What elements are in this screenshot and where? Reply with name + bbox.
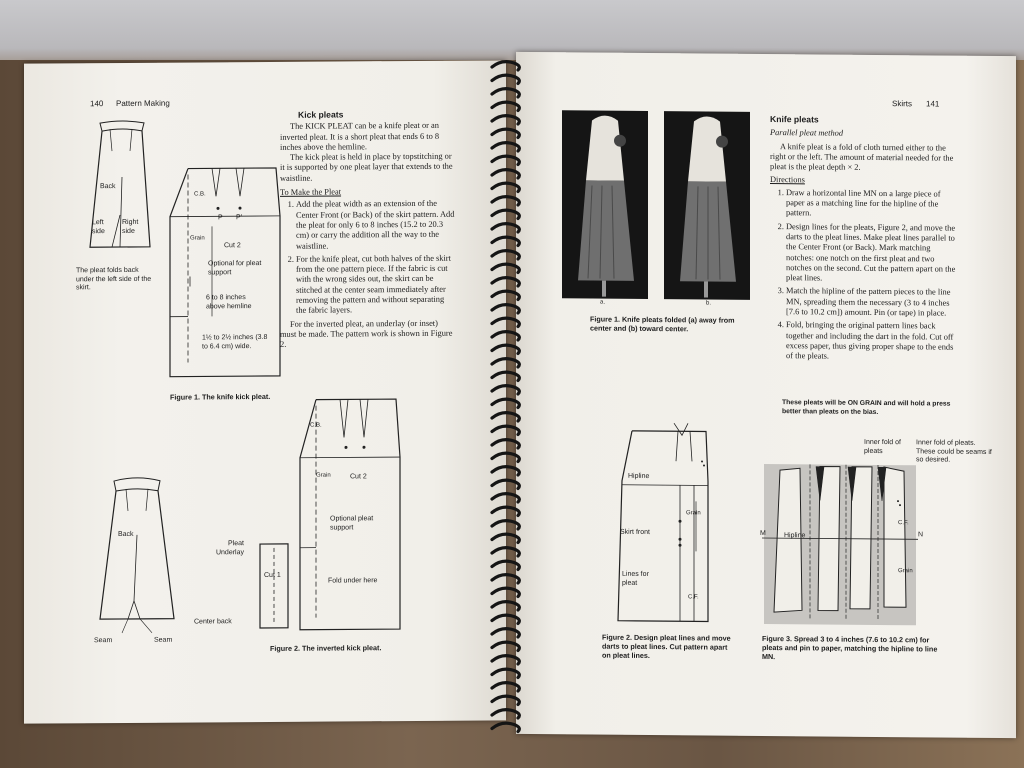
label-cf-3: C.F. — [898, 520, 909, 527]
spiral-coil — [492, 615, 519, 623]
spiral-coil — [492, 224, 519, 232]
label-p: P — [218, 214, 223, 222]
label-cb-2: C.B. — [310, 422, 322, 429]
subheading-directions: Directions — [770, 175, 805, 185]
para-intro-1: The KICK PLEAT can be a knife pleat or an inverted pleat. It is a short pleat that ends 6 to 8 inches above the hemline. — [280, 121, 440, 152]
spiral-coil — [492, 507, 519, 515]
spiral-coil — [492, 278, 519, 286]
spiral-coil — [492, 386, 519, 394]
label-grain-3: Grain — [898, 568, 913, 575]
spiral-coil — [492, 129, 519, 137]
skirt-front-pattern — [612, 421, 722, 632]
label-hipline: Hipline — [628, 472, 650, 480]
directions-list — [770, 188, 956, 363]
spiral-coil — [492, 210, 519, 218]
label-skirt-front: Skirt front — [620, 528, 650, 536]
direction-2: 2. Design lines for the pleats, Figure 2, and move the darts to the pleat lines. Make pleat lines parallel to the Center Front (or Back). Mark matching notches: one notch on the first pleat and two notches on the second. Cut the pattern apart on the pleat lines. — [786, 222, 956, 285]
photo-a — [562, 110, 648, 299]
spiral-coil — [492, 251, 519, 259]
spiral-coil — [492, 723, 519, 731]
para-inverted: For the inverted pleat, an underlay (or inset) must be made. The pattern work is shown in Figure 2. — [280, 318, 453, 350]
page-number: 140 — [90, 99, 104, 109]
label-inner-fold: Inner fold of pleats — [864, 438, 901, 455]
label-hemline: 6 to 8 inches above hemline — [206, 294, 252, 310]
spiral-coil — [492, 683, 519, 691]
spiral-coil — [492, 305, 519, 313]
spiral-coil — [492, 359, 519, 367]
spiral-coil — [492, 143, 519, 151]
figure3-caption: Figure 3. Spread 3 to 4 inches (7.6 to 10.2 cm) for pleats and pin to paper, matching the hipline to line MN. — [762, 633, 938, 662]
para-intro: A knife pleat is a fold of cloth turned either to the right or the left. The amount of material needed for the pleat is the pleat depth × 2. — [770, 141, 954, 173]
left-page — [24, 60, 506, 723]
label-center-back: Center back — [194, 618, 232, 626]
spiral-coil — [492, 116, 519, 124]
spiral-coil — [492, 345, 519, 353]
right-page — [516, 52, 1016, 738]
direction-1: 1. Draw a horizontal line MN on a large piece of paper as a matching line for the hipline of the pattern. — [786, 188, 956, 220]
spiral-binding — [488, 58, 528, 738]
spiral-coil — [492, 629, 519, 637]
label-seam-left: Seam — [94, 637, 113, 645]
spiral-coil — [492, 656, 519, 664]
spiral-coil — [492, 372, 519, 380]
label-cb: C.B. — [194, 191, 206, 198]
label-cut-2b: Cut 2 — [350, 473, 367, 481]
label-right-side: Right side — [122, 218, 139, 235]
figure1-caption: Figure 1. The knife kick pleat. — [170, 391, 271, 402]
direction-4: 4. Fold, bringing the original pattern lines back together and including the dart in the fold. Cut off excess paper, thus giving proper shape to the ends of the pleats. — [786, 321, 956, 364]
spiral-coil — [492, 480, 519, 488]
spiral-coil — [492, 102, 519, 110]
spiral-coil — [492, 62, 519, 70]
spiral-coil — [492, 588, 519, 596]
on-grain-note: These pleats will be ON GRAIN and will hold a press better than pleats on the bias. — [782, 399, 951, 416]
spiral-coil — [492, 399, 519, 407]
spiral-coil — [492, 602, 519, 610]
spiral-coil — [492, 575, 519, 583]
label-hipline-3: Hipline — [784, 532, 806, 540]
caption-pleat-folds: The pleat folds back under the left side of the skirt. — [76, 266, 152, 292]
spiral-coil — [492, 710, 519, 718]
page-number-right: 141 — [926, 99, 940, 109]
label-cut-2: Cut 2 — [224, 242, 241, 250]
figure2-right-caption: Figure 2. Design pleat lines and move darts to pleat lines. Cut pattern apart on pleat lines. — [602, 632, 731, 660]
label-optional-support-2: Optional pleat support — [330, 515, 374, 532]
spiral-coil — [492, 89, 519, 97]
spiral-coil — [492, 426, 519, 434]
spiral-coil — [492, 669, 519, 677]
spiral-coil — [492, 642, 519, 650]
label-cf: C.F. — [688, 594, 699, 601]
spiral-coil — [492, 534, 519, 542]
steps-list — [280, 199, 456, 316]
para-intro-2: The kick pleat is held in place by topstitching or it is supported by one pleat layer that extends to the waistline. — [280, 151, 453, 183]
direction-3: 3. Match the hipline of the pattern pieces to the line MN, spreading them the necessary (3 to 4 inches [7.6 to 10.2 cm]) amount. Pin (or tape) in place. — [786, 287, 956, 319]
spiral-coil — [492, 413, 519, 421]
spiral-coil — [492, 467, 519, 475]
step-2: 2. For the knife pleat, cut both halves of the skirt from the one pattern piece. If the fabric is cut with the wrong sides out, the skirt can be stitched at the center seam immediately after removing the pattern and without separating the fabric layers. — [296, 254, 456, 317]
subheading-make-pleat: To Make the Pleat — [280, 187, 342, 197]
label-n: N — [918, 531, 924, 539]
skirt-back-seam-illustration — [92, 475, 182, 636]
spiral-coil — [492, 440, 519, 448]
spiral-coil — [492, 291, 519, 299]
label-seam-right: Seam — [154, 636, 173, 644]
method-title: Parallel pleat method — [770, 128, 844, 138]
spiral-coil — [492, 318, 519, 326]
label-grain-right: Grain — [686, 510, 701, 517]
spread-pleats-pattern — [760, 460, 920, 627]
inverted-kick-pleat-pattern — [256, 397, 406, 630]
photos-caption: Figure 1. Knife pleats folded (a) away from center and (b) toward center. — [590, 314, 735, 334]
spiral-coil — [492, 264, 519, 272]
spiral-coil — [492, 170, 519, 178]
label-cut-1: Cut 1 — [264, 571, 281, 580]
kick-pleats-text — [280, 109, 456, 351]
label-pleat-underlay: Pleat Underlay — [215, 540, 244, 556]
spiral-coil — [492, 156, 519, 164]
running-head: Pattern Making — [116, 98, 170, 109]
photo-b — [664, 111, 750, 300]
label-back-2: Back — [118, 530, 134, 539]
spiral-coil — [492, 696, 519, 704]
label-m: M — [760, 529, 766, 537]
label-fold-under: Fold under here — [328, 577, 378, 585]
spiral-coil — [492, 332, 519, 340]
label-lines-for-pleat: Lines for pleat — [622, 570, 649, 587]
heading-kick-pleats: Kick pleats — [298, 109, 344, 120]
step-1: 1. Add the pleat width as an extension of the Center Front (or Back) of the skirt pattern. Add the pleat for only 6 to 8 inches (15.2 to 20.3 cm) or carry the addition all the way to the waistline. — [296, 199, 456, 252]
label-back: Back — [100, 183, 116, 191]
label-optional-support: Optional for pleat support — [208, 260, 262, 276]
label-grain: Grain — [190, 235, 205, 242]
spiral-coil — [492, 494, 519, 502]
label-left-side: Left side — [92, 219, 105, 235]
figure2-caption: Figure 2. The inverted kick pleat. — [270, 643, 382, 653]
label-pleat-width: 1½ to 2½ inches (3.8 to 6.4 cm) wide. — [202, 333, 268, 350]
label-photo-a: a. — [600, 299, 606, 306]
spiral-coil — [492, 75, 519, 83]
running-head-right: Skirts — [892, 99, 912, 109]
label-grain-2: Grain — [316, 472, 331, 479]
label-p-prime: P' — [236, 214, 243, 222]
label-inner-fold-note: Inner fold of pleats. These could be seams if so desired. — [916, 439, 992, 464]
spiral-coil — [492, 548, 519, 556]
spiral-coil — [492, 521, 519, 529]
spiral-coil — [492, 197, 519, 205]
knife-pleats-text — [770, 114, 956, 366]
heading-knife-pleats: Knife pleats — [770, 114, 819, 125]
spiral-coil — [492, 237, 519, 245]
spiral-coil — [492, 561, 519, 569]
label-photo-b: b. — [706, 300, 712, 307]
spiral-coil — [492, 453, 519, 461]
spiral-coil — [492, 183, 519, 191]
